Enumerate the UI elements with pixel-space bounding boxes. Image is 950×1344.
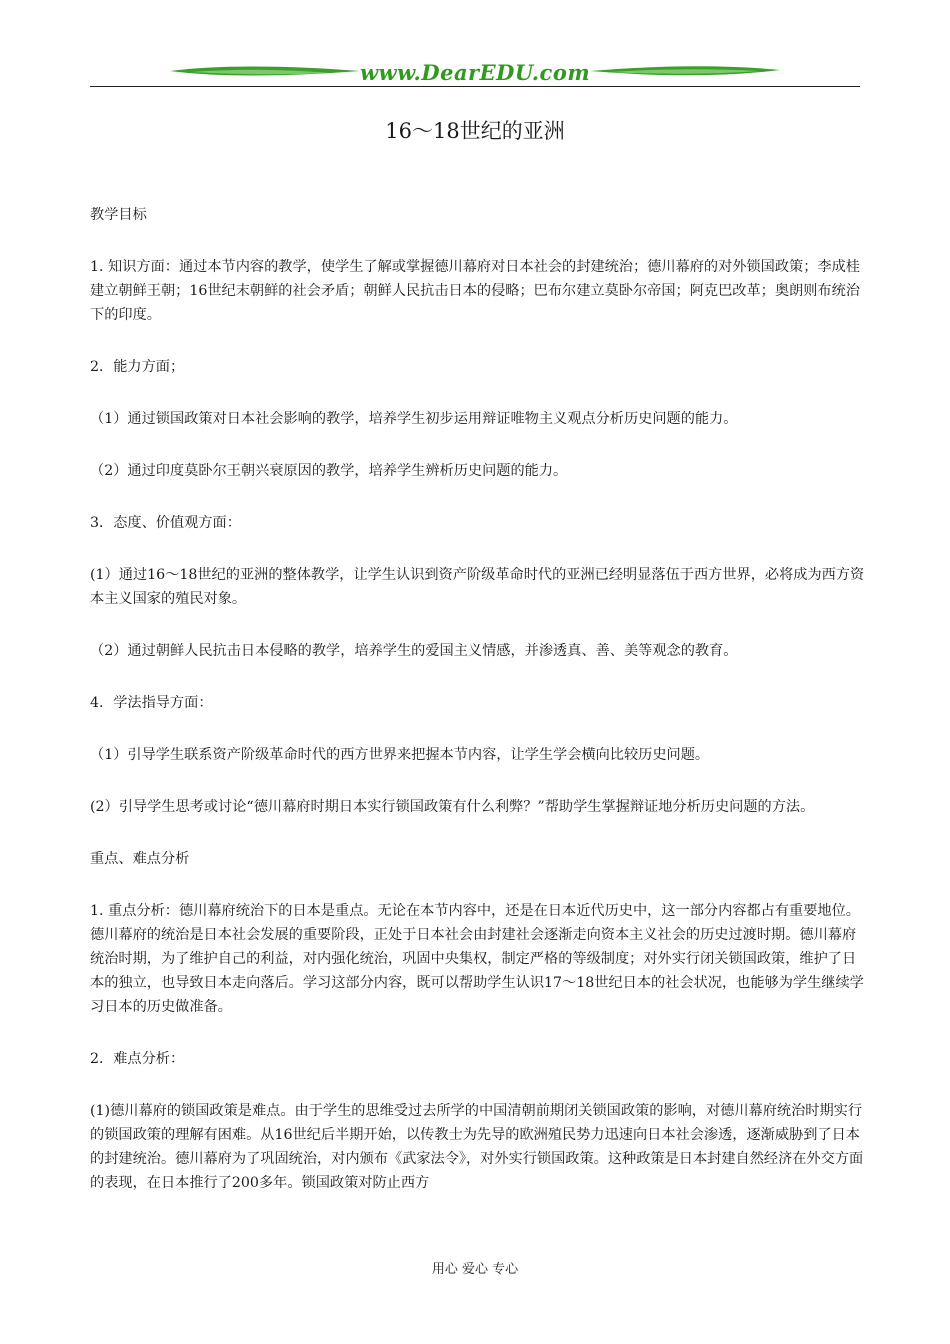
paragraph: 教学目标: [90, 207, 147, 223]
paragraph: 3．态度、价值观方面：: [90, 515, 241, 531]
paragraph: 1. 重点分析：德川幕府统治下的日本是重点。无论在本节内容中，还是在日本近代历史中，这一部分内容都占有重要地位。德川幕府的统治是日本社会发展的重要阶段，正处于日本社会由封建社会逐渐走向资本主义社会的历史过渡时期。德川幕府统治时期，为了维护自己的利益，对内强化统治，巩固中央集权，制定严格的等级制度；对外实行闭关锁国政策，维护了日本的独立，也导致日本走向落后。学习这部分内容，既可以帮助学生认识17～18世纪日本的社会状况，也能够为学生继续学习日本的历史做准备。: [90, 903, 864, 1015]
paragraph: 4．学法指导方面：: [90, 695, 213, 711]
paragraph: 2．能力方面；: [90, 359, 185, 375]
document-body: [90, 203, 865, 1223]
page-title: 16～18世纪的亚洲: [385, 119, 565, 143]
page-footer: 用心 爱心 专心: [431, 1262, 519, 1277]
paragraph: 1. 知识方面：通过本节内容的教学，使学生了解或掌握德川幕府对日本社会的封建统治；德川幕府的对外锁国政策；李成桂建立朝鲜王朝；16世纪末朝鲜的社会矛盾；朝鲜人民抗击日本的侵略；巴布尔建立莫卧尔帝国；阿克巴改革；奥朗则布统治下的印度。: [90, 259, 860, 323]
paragraph: （2）通过印度莫卧尔王朝兴衰原因的教学，培养学生辨析历史问题的能力。: [90, 463, 568, 479]
paragraph: （1）通过锁国政策对日本社会影响的教学，培养学生初步运用辩证唯物主义观点分析历史问题的能力。: [90, 411, 738, 427]
header-rule: [90, 86, 860, 87]
site-url: www.DearEDU.com: [359, 60, 591, 85]
paragraph: 2．难点分析：: [90, 1051, 185, 1067]
paragraph: (1)德川幕府的锁国政策是难点。由于学生的思维受过去所学的中国清朝前期闭关锁国政策的影响，对德川幕府统治时期实行的锁国政策的理解有困难。从16世纪后半期开始，以传教士为先导的欧洲殖民势力迅速向日本社会渗透，逐渐威胁到了日本的封建统治。德川幕府为了巩固统治，对内颁布《武家法令》，对外实行锁国政策。这种政策是日本封建自然经济在外交方面的表现，在日本推行了200多年。锁国政策对防止西方: [90, 1103, 864, 1191]
paragraph: (1）通过16～18世纪的亚洲的整体教学，让学生认识到资产阶级革命时代的亚洲已经明显落伍于西方世界，必将成为西方资本主义国家的殖民对象。: [90, 567, 865, 607]
paragraph: （2）通过朝鲜人民抗击日本侵略的教学，培养学生的爱国主义情感，并渗透真、善、美等观念的教育。: [90, 643, 738, 659]
paragraph: (2）引导学生思考或讨论“德川幕府时期日本实行锁国政策有什么利弊？”帮助学生掌握辩证地分析历史问题的方法。: [90, 799, 815, 815]
paragraph: （1）引导学生联系资产阶级革命时代的西方世界来把握本节内容，让学生学会横向比较历史问题。: [90, 747, 710, 763]
paragraph: 重点、难点分析: [90, 851, 190, 867]
